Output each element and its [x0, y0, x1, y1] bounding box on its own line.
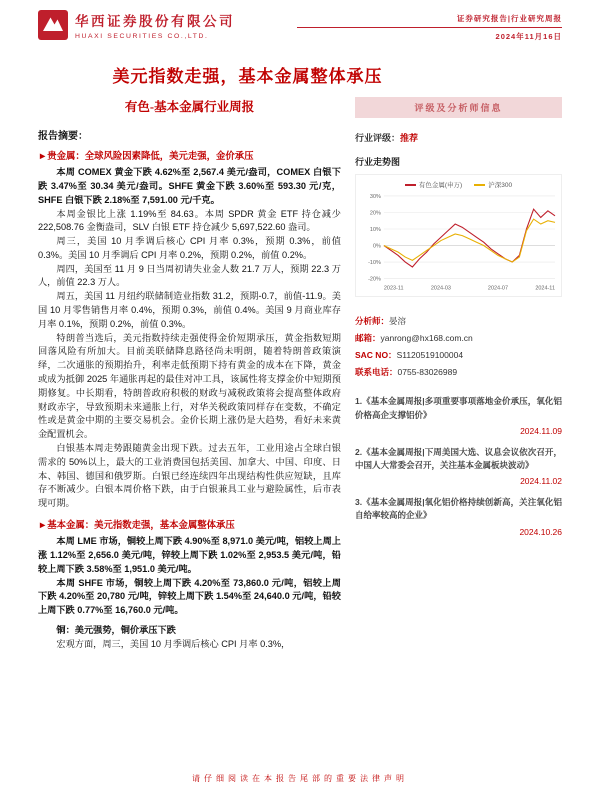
sidebar — [355, 95, 562, 652]
paragraph: 周四，美国至 11 月 9 日当周初请失业金人数 21.7 万人，预期 22.3 万人，前值 22.3 万人。 — [38, 263, 341, 288]
analyst-email-label: 邮箱： — [355, 333, 381, 344]
brand-block — [38, 10, 235, 40]
analyst-sac-row — [355, 347, 562, 364]
paragraph: 本周 COMEX 黄金下跌 4.62%至 2,567.4 美元/盎司，COMEX 白银下跌 3.47%至 30.34 美元/盎司。SHFE 黄金下跌 3.60%至 593.30 元/克，SHFE 白银下跌 2.18%至 7,591.00 元/千克。 — [38, 167, 341, 205]
paragraph: 特朗普当选后，美元指数持续走强使得金价短期承压，黄金指数短期回落风险有所加大。目前美联储降息路径尚未明朗，随着特朗普政策演绎，二次通胀的预期抬升，利率走低预期下持有黄金的成本在下降，黄金或成为抵御 2025 年通胀再起的最佳对冲工具，该属性将支撑金价中短期预期修复。中长期看，特朗普政府积极的财政与减税政策将会提高整体政府财政赤字，导致预期未来通胀上行，对华关税政策同样存在变数，不确定性或是黄金中期的主要交易机会。金价长期上涨仍是大趋势，看好未来黄金配置机会。 — [38, 332, 341, 440]
section-heading-base-metals: ►基本金属：美元指数走强，基本金属整体承压 — [38, 519, 235, 531]
paragraph: 宏观方面，周三，美国 10 月季调后核心 CPI 月率 0.3%， — [56, 638, 291, 649]
svg-text:30%: 30% — [369, 193, 381, 200]
header-meta — [297, 10, 562, 42]
analyst-name: 晏溶 — [389, 316, 407, 327]
related-research-title: 3.《基本金属周报|氧化铝价格持续创新高，关注氧化铝自给率较高的企业》 — [355, 497, 562, 521]
related-research-date: 2024.10.26 — [519, 526, 562, 537]
huaxi-logo-icon — [38, 10, 68, 40]
analyst-tel-row — [355, 364, 562, 381]
analyst-name-row — [355, 313, 562, 330]
svg-text:20%: 20% — [369, 210, 381, 217]
legal-disclaimer: 请仔细阅读在本报告尾部的重要法律声明 — [192, 774, 408, 783]
analyst-info — [355, 313, 562, 381]
svg-text:0%: 0% — [372, 243, 381, 250]
svg-text:10%: 10% — [369, 226, 381, 233]
trend-chart-svg — [359, 191, 558, 294]
rating-value: 推荐 — [400, 133, 419, 143]
header-divider — [297, 27, 562, 28]
svg-text:-10%: -10% — [368, 260, 381, 267]
legend-swatch — [474, 184, 485, 186]
summary-heading: 报告摘要： — [38, 131, 88, 142]
svg-text:2024-11: 2024-11 — [535, 285, 556, 292]
svg-text:2024-07: 2024-07 — [487, 285, 509, 292]
report-date: 2024年11月16日 — [495, 32, 562, 41]
chart-title: 行业走势图 — [355, 157, 401, 167]
analyst-sac: S1120519100004 — [396, 350, 464, 361]
industry-rating — [355, 131, 562, 144]
related-research-item — [355, 395, 562, 435]
paragraph: 本周金银比上涨 1.19%至 84.63。本周 SPDR 黄金 ETF 持仓减少 222,508.76 金衡盎司，SLV 白银 ETF 持仓减少 5,697,522.60 盎司。 — [38, 208, 341, 233]
main-column — [38, 95, 341, 652]
paragraph: 白银基本周走势跟随黄金出现下跌。过去五年，工业用途占全球白银需求的 50%以上，最大的工业消费国包括美国、加拿大、中国、印度、日本、韩国、德国和俄罗斯。白银已经连续四年出现结构性供应短缺，且库存不断减少。白银本周价格下跌，由于白银兼具工业与避险属性，后市表现可期。 — [38, 443, 341, 509]
legend-item — [474, 180, 512, 189]
section-heading-precious-metals: ►贵金属：全球风险因素降低，美元走强，金价承压 — [38, 150, 254, 161]
analyst-tel-label: 联系电话： — [355, 367, 398, 378]
industry-trend-chart — [355, 174, 562, 297]
content-columns — [38, 95, 562, 652]
page-title: 美元指数走强，基本金属整体承压 — [112, 67, 383, 86]
legend-item — [405, 180, 462, 189]
copper-subheading: 铜：美元强势，铜价承压下跌 — [56, 624, 176, 635]
svg-text:-20%: -20% — [368, 276, 381, 283]
analyst-name-label: 分析师： — [355, 316, 390, 327]
report-subtitle: 有色-基本金属行业周报 — [124, 100, 255, 114]
paragraph: 本周 SHFE 市场，铜较上周下跌 4.20%至 73,860.0 元/吨，铝较上周下跌 4.20%至 20,780 元/吨，锌较上周下跌 1.54%至 24,640.0 元/吨，铅较上周下跌 0.77%至 16,760.0 元/吨。 — [38, 577, 341, 616]
legend-label: 有色金属(申万) — [418, 182, 463, 189]
related-research-item — [355, 446, 562, 486]
legend-label: 沪深300 — [488, 182, 513, 189]
related-research-date: 2024.11.02 — [520, 476, 562, 487]
related-research-title: 1.《基本金属周报|多项重要事项落地金价承压，氧化铝价格高企支撑铝价》 — [355, 396, 562, 420]
brand-text — [75, 10, 235, 40]
svg-text:2023-11: 2023-11 — [383, 285, 404, 292]
related-research-date: 2024.11.09 — [520, 425, 562, 436]
analyst-tel: 0755-83026989 — [397, 367, 458, 378]
related-research-item — [355, 496, 562, 536]
report-type: 证券研究报告|行业研究周报 — [456, 14, 562, 23]
related-research-list — [355, 395, 562, 536]
paragraph: 周三，美国 10 月季调后核心 CPI 月率 0.3%，预期 0.3%，前值 0.3%。美国 10 月季调后 CPI 月率 0.2%，预期 0.2%，前值 0.2%。 — [38, 236, 341, 260]
analyst-email: yanrong@hx168.com.cn — [380, 333, 473, 344]
related-research-title: 2.《基本金属周报|下周美国大选、议息会议依次召开，中国人大常委会召开，关注基本金属板块波动》 — [355, 446, 562, 470]
paragraph: 本周 LME 市场，铜较上周下跌 4.90%至 8,971.0 美元/吨，铝较上周上涨 1.12%至 2,656.0 美元/吨，锌较上周下跌 1.02%至 2,953.5 美元/吨，铅较上周下跌 3.58%至 1,951.0 美元/吨。 — [38, 536, 341, 574]
report-header — [38, 10, 562, 42]
rating-label: 行业评级： — [355, 133, 401, 143]
analyst-sac-label: SAC NO： — [355, 350, 397, 361]
paragraph: 周五，美国 11 月纽约联储制造业指数 31.2，预期-0.7，前值-11.9。美国 10 月零售销售月率 0.4%，预期 0.3%，前值 0.4%。美国 9 月商业库存月率 0.1%，预期 0.2%，前值 0.3%。 — [38, 291, 341, 329]
company-name-en: HUAXI SECURITIES CO.,LTD. — [75, 33, 209, 40]
svg-text:2024-03: 2024-03 — [430, 285, 451, 292]
chart-legend — [359, 180, 558, 189]
analyst-email-row — [355, 330, 562, 347]
legend-swatch — [405, 184, 416, 186]
sidebar-panel-title: 评级及分析师信息 — [355, 97, 562, 118]
company-name-cn: 华西证券股份有限公司 — [75, 14, 235, 29]
